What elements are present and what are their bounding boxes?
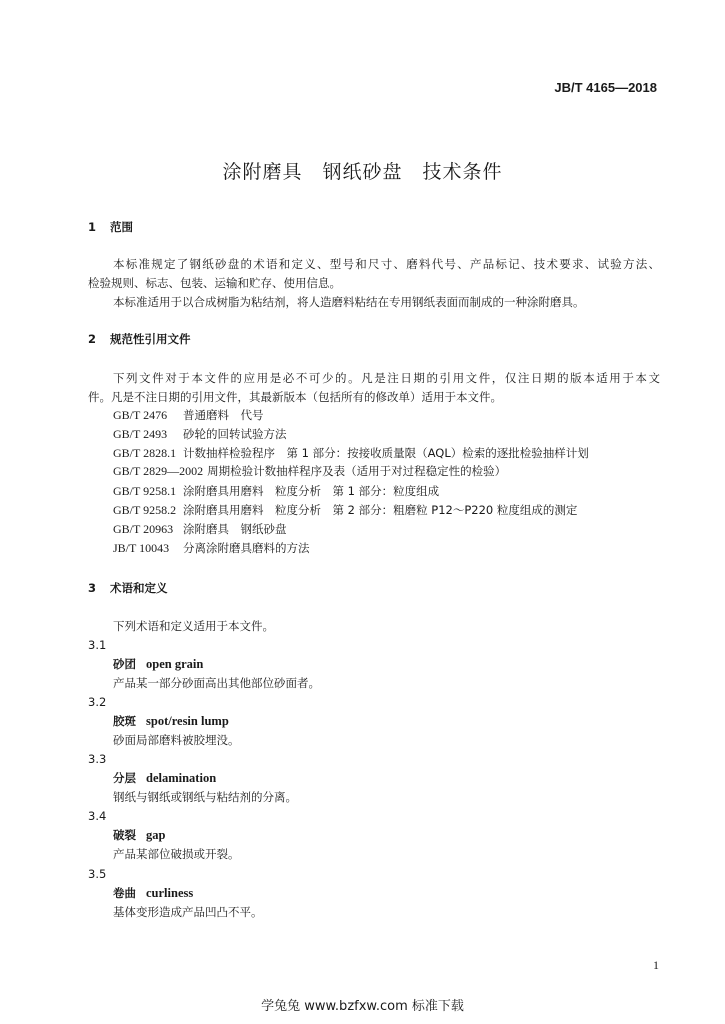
term-heading bbox=[113, 770, 673, 786]
term-number: 3.3 bbox=[88, 752, 107, 766]
reference-code: GB/T 2493 bbox=[113, 427, 168, 441]
reference-title: 普通磨料 代号 bbox=[183, 408, 264, 422]
reference-title: 周期检验计数抽样程序及表（适用于对过程稳定性的检验） bbox=[207, 464, 507, 478]
term-definition: 钢纸与钢纸或钢纸与粘结剂的分离。 bbox=[113, 790, 297, 804]
reference-item bbox=[113, 483, 673, 499]
reference-code: GB/T 2476 bbox=[113, 408, 168, 422]
reference-title: 分离涂附磨具磨料的方法 bbox=[183, 541, 310, 555]
term-english: open grain bbox=[146, 657, 204, 671]
section-2-title: 规范性引用文件 bbox=[110, 332, 191, 346]
section-2-number: 2 bbox=[88, 332, 97, 346]
section-2-heading bbox=[88, 331, 668, 347]
section-3-heading bbox=[88, 580, 668, 596]
term-number: 3.4 bbox=[88, 809, 107, 823]
term-number: 3.1 bbox=[88, 638, 107, 652]
standard-code: JB/T 4165—2018 bbox=[554, 80, 657, 95]
section-1-para-1-line-2: 检验规则、标志、包装、运输和贮存、使用信息。 bbox=[88, 276, 341, 290]
term-heading bbox=[113, 656, 673, 672]
page-number: 1 bbox=[653, 958, 659, 972]
footer-watermark-link[interactable]: 学兔兔 www.bzfxw.com 标准下载 bbox=[261, 999, 464, 1014]
section-3-number: 3 bbox=[88, 581, 97, 595]
term-chinese: 胶斑 bbox=[113, 714, 136, 728]
section-2-intro-line-2: 件。凡是不注日期的引用文件，其最新版本（包括所有的修改单）适用于本文件。 bbox=[88, 390, 502, 404]
term-definition: 砂面局部磨料被胶埋没。 bbox=[113, 733, 240, 747]
reference-title: 涂附磨具用磨料 粒度分析 第 1 部分：粒度组成 bbox=[183, 484, 440, 498]
section-1-title: 范围 bbox=[110, 220, 134, 234]
term-chinese: 分层 bbox=[113, 771, 136, 785]
term-heading bbox=[113, 885, 673, 901]
reference-title: 涂附磨具 钢纸砂盘 bbox=[183, 522, 287, 536]
term-chinese: 破裂 bbox=[113, 828, 136, 842]
reference-code: GB/T 20963 bbox=[113, 522, 174, 536]
term-number: 3.5 bbox=[88, 867, 107, 881]
section-1-para-1-line-1: 本标准规定了钢纸砂盘的术语和定义、型号和尺寸、磨料代号、产品标记、技术要求、试验方法、 bbox=[113, 257, 660, 271]
section-1-number: 1 bbox=[88, 220, 97, 234]
section-1-para-2: 本标准适用于以合成树脂为粘结剂，将人造磨料粘结在专用钢纸表面而制成的一种涂附磨具。 bbox=[113, 295, 585, 309]
section-3-intro: 下列术语和定义适用于本文件。 bbox=[113, 619, 274, 633]
section-3-title: 术语和定义 bbox=[110, 581, 168, 595]
document-title: 涂附磨具 钢纸砂盘 技术条件 bbox=[222, 161, 503, 183]
reference-item bbox=[113, 521, 673, 537]
reference-title: 涂附磨具用磨料 粒度分析 第 2 部分：粗磨粒 P12～P220 粒度组成的测定 bbox=[183, 503, 578, 517]
reference-code: GB/T 2828.1 bbox=[113, 446, 177, 460]
term-number: 3.2 bbox=[88, 695, 107, 709]
reference-code: JB/T 10043 bbox=[113, 541, 170, 555]
reference-item bbox=[113, 502, 673, 518]
term-heading bbox=[113, 827, 673, 843]
term-chinese: 砂团 bbox=[113, 657, 136, 671]
term-english: gap bbox=[146, 828, 166, 842]
reference-code: GB/T 9258.2 bbox=[113, 503, 177, 517]
term-english: spot/resin lump bbox=[146, 714, 229, 728]
section-2-intro-line-1: 下列文件对于本文件的应用是必不可少的。凡是注日期的引用文件，仅注日期的版本适用于本文 bbox=[113, 371, 660, 385]
reference-code: GB/T 9258.1 bbox=[113, 484, 177, 498]
reference-title: 砂轮的回转试验方法 bbox=[183, 427, 287, 441]
reference-title: 计数抽样检验程序 第 1 部分：按接收质量限（AQL）检索的逐批检验抽样计划 bbox=[183, 446, 589, 460]
section-1-heading bbox=[88, 219, 668, 235]
term-definition: 基体变形造成产品凹凸不平。 bbox=[113, 905, 263, 919]
term-chinese: 卷曲 bbox=[113, 886, 136, 900]
term-definition: 产品某部位破损或开裂。 bbox=[113, 847, 240, 861]
reference-item bbox=[113, 540, 673, 556]
reference-item bbox=[113, 463, 673, 479]
reference-item bbox=[113, 407, 673, 423]
term-heading bbox=[113, 713, 673, 729]
term-english: curliness bbox=[146, 886, 194, 900]
term-definition: 产品某一部分砂面高出其他部位砂面者。 bbox=[113, 676, 320, 690]
reference-item bbox=[113, 445, 673, 461]
term-english: delamination bbox=[146, 771, 217, 785]
reference-item bbox=[113, 426, 673, 442]
reference-code: GB/T 2829—2002 bbox=[113, 464, 204, 478]
